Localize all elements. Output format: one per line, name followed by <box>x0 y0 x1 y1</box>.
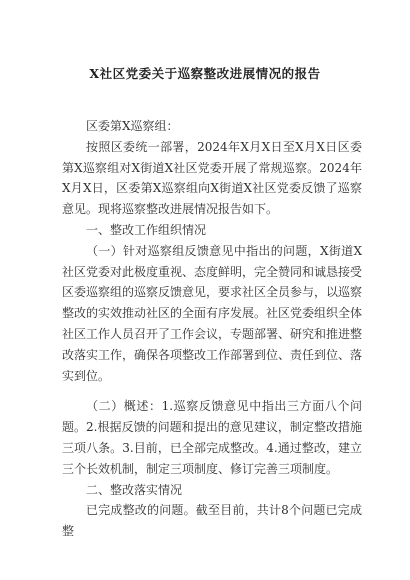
intro-paragraph: 按照区委统一部署，2024年X月X日至X月X日区委第X巡察组对X街道X社区党委开展了常规巡察。2024年X月X日，区委第X巡察组向X街道X社区党委反馈了巡察意见。现将巡察整改进展情况报告如下。 <box>62 139 362 217</box>
section-1-paragraph-2: （二）概述：1.巡察反馈意见中指出三方面八个问题。2.根据反馈的问题和提出的意见建议，制定整改措施三项八条。3.目前，已全部完成整改。4.通过整改，建立三个长效机制，制定三项制度、修订完善三项制度。 <box>62 399 362 476</box>
paragraph-spacer <box>62 386 362 396</box>
section-1-paragraph-1: （一）针对巡察组反馈意见中指出的问题，X街道X社区党委对此极度重视、态度鲜明，完全赞同和诚恳接受区委巡察组的巡察反馈意见，要求社区全员参与，以巡察整改的实效推动社区的全面有序发展。社区党委组织全体社区工作人员召开了工作会议，专题部署、研究和推进整改落实工作，确保各项整改工作部署到位、责任到位、落实到位。 <box>62 243 363 383</box>
section-2-heading: 二、整改落实情况 <box>86 482 183 497</box>
section-2-paragraph-1: 已完成整改的问题。截至目前，共计8个问题已完成整 <box>62 503 362 539</box>
addressee-line: 区委第X巡察组： <box>86 119 179 133</box>
section-1-heading: 一、整改工作组织情况 <box>86 222 207 237</box>
document-title: X社区党委关于巡察整改进展情况的报告 <box>89 66 321 81</box>
document-body <box>62 116 362 542</box>
